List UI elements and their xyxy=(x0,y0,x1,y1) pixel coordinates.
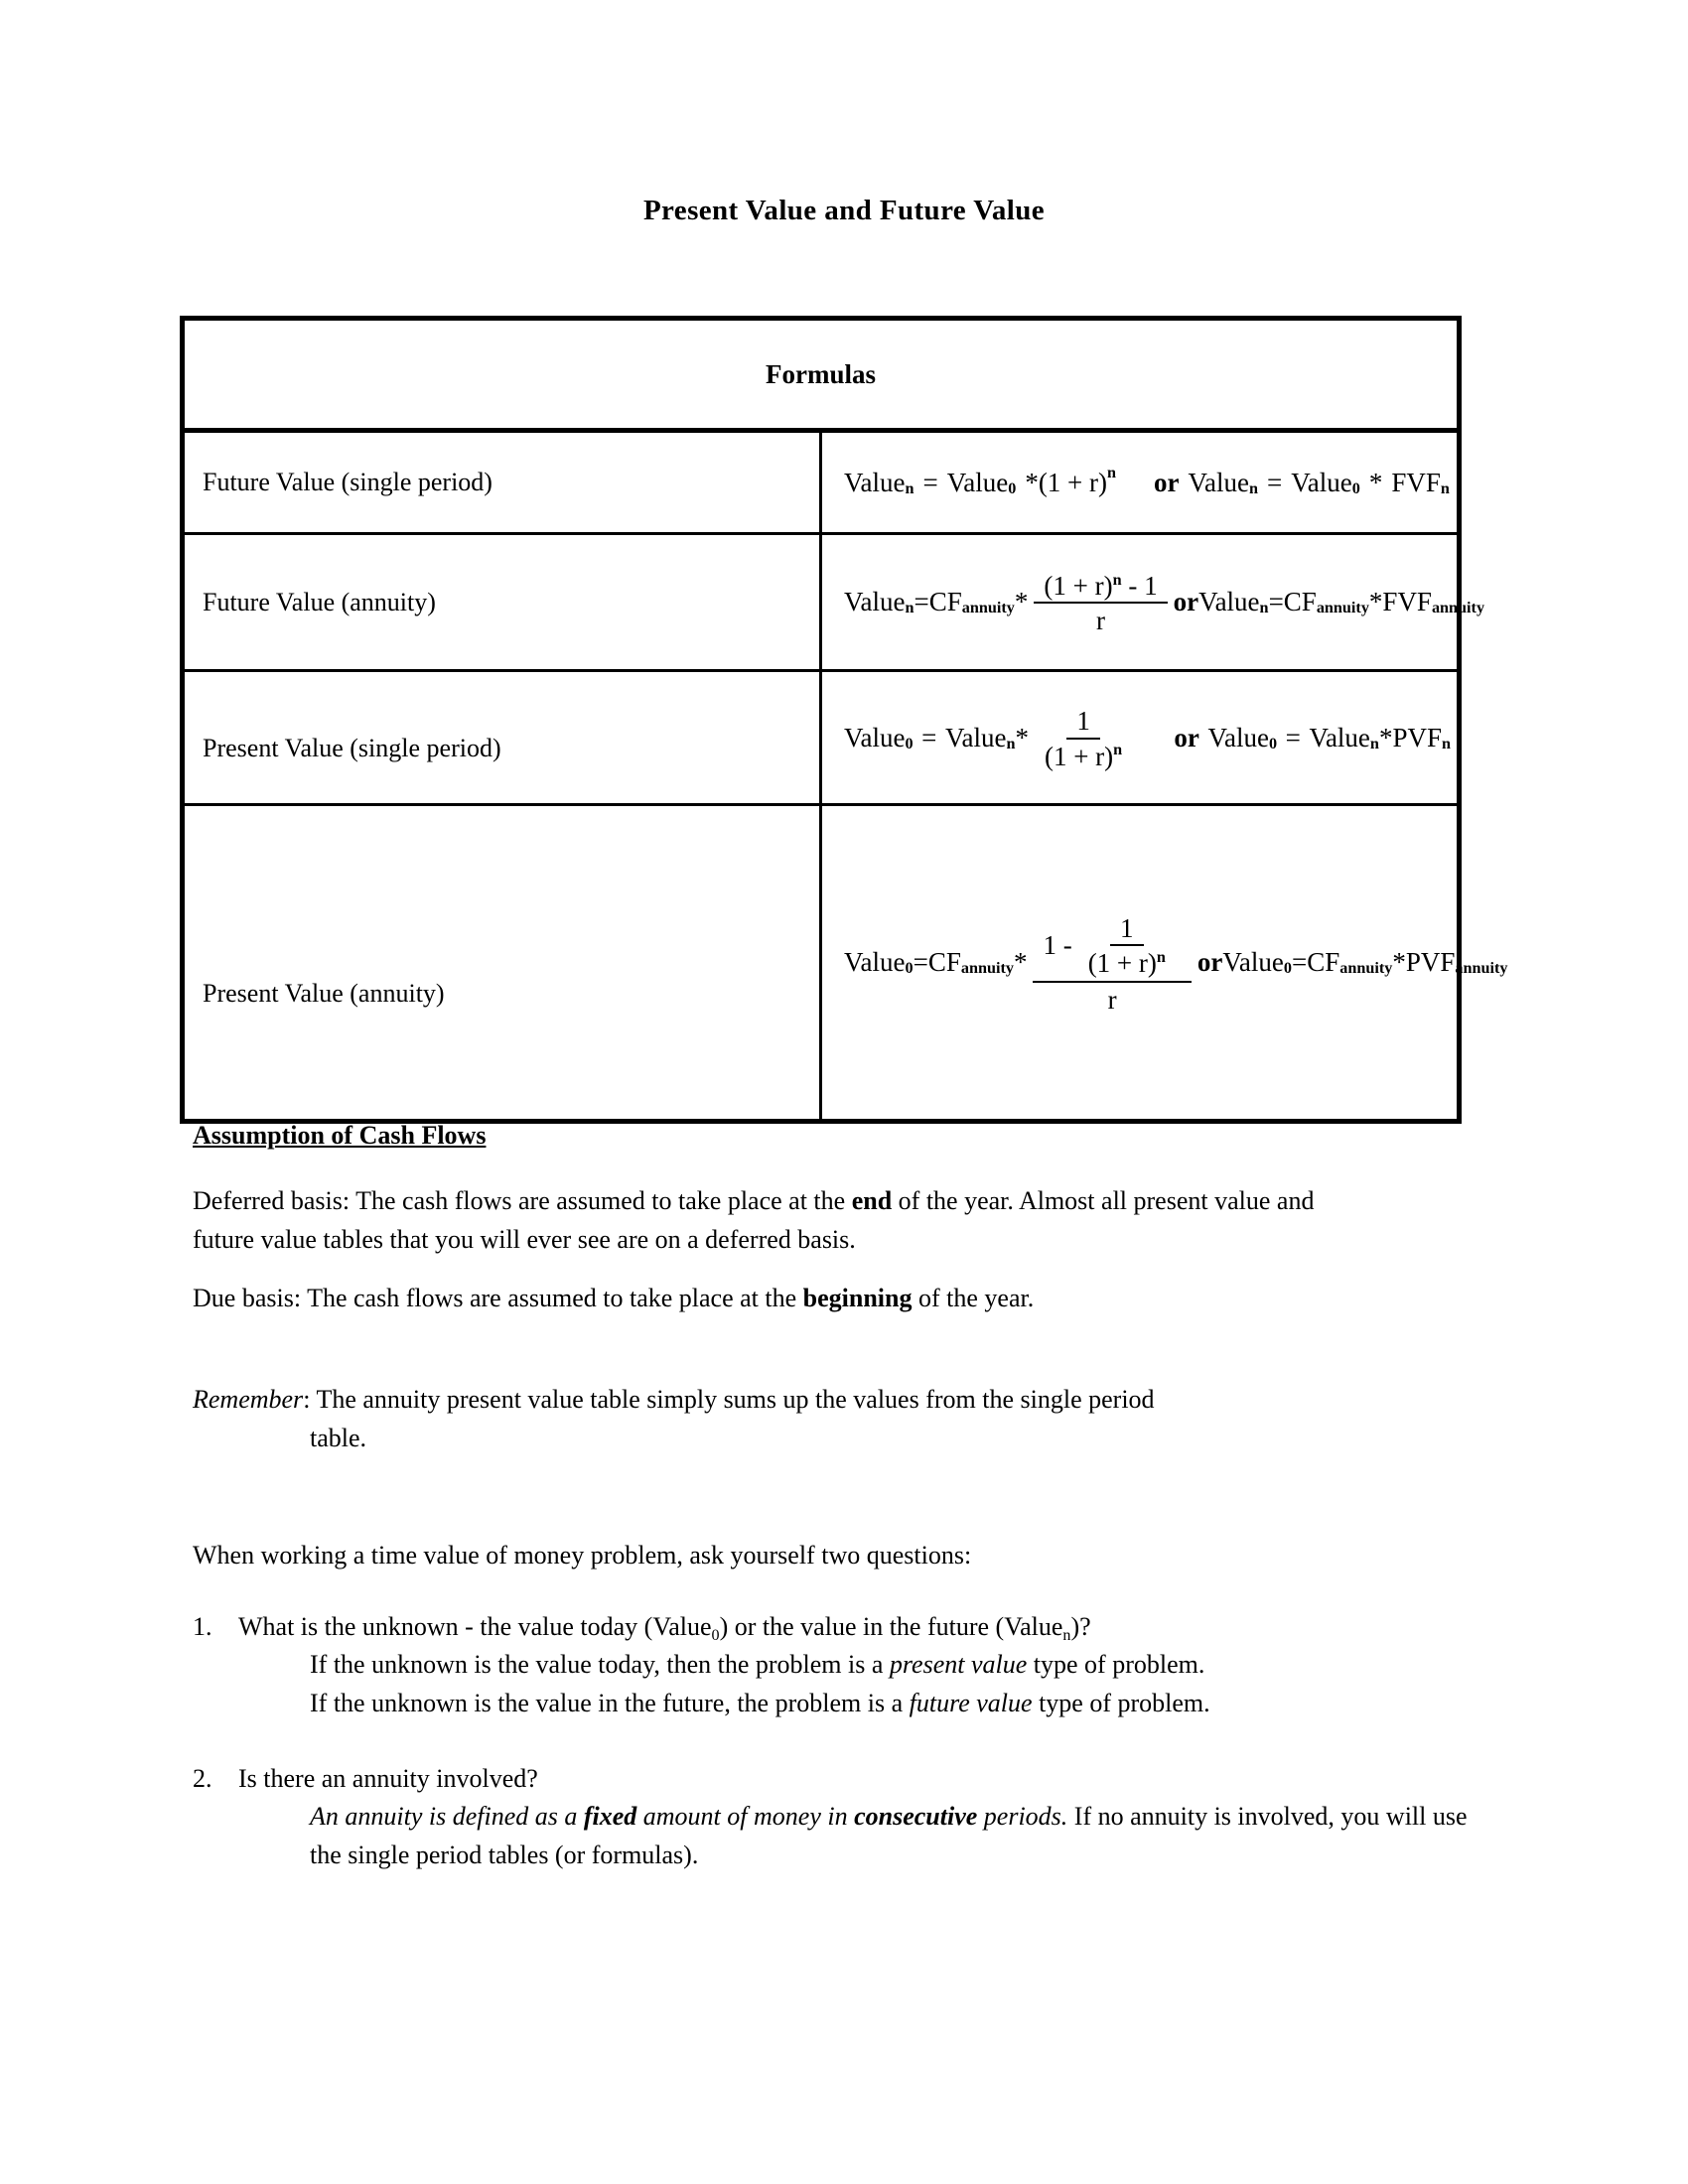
fraction-numerator: 1 - $\frac{1}{(1 + r)^n}$ xyxy=(1033,913,1191,983)
row-label-present-value-single: Present Value (single period) xyxy=(183,671,821,805)
row-label-future-value-single: Future Value (single period) xyxy=(183,431,821,534)
due-tail: of the year. xyxy=(912,1284,1035,1312)
row-label-present-value-annuity: Present Value (annuity) xyxy=(183,805,821,1122)
remember-line1: The annuity present value table simply sums up the values from the single period xyxy=(316,1385,1155,1414)
remember-label: Remember xyxy=(193,1385,304,1414)
inner-fraction-numerator: 1 xyxy=(1110,914,1144,946)
row-formula-future-value-annuity xyxy=(821,534,1485,671)
row-formula-future-value-single xyxy=(821,431,1460,534)
fraction-numerator: $(1 + r)^n - 1$ xyxy=(1034,572,1167,604)
list-marker: 1. xyxy=(193,1612,212,1641)
question-1-subline-1: If the unknown is the value today, then the problem is a present value type of problem. xyxy=(310,1650,1205,1680)
question-2-definition: An annuity is defined as a fixed amount of money in consecutive periods. If no annuity is involved, you will use the single period tables (or formulas). xyxy=(310,1802,1468,1869)
assumption-section xyxy=(193,1117,1493,1155)
question-1-subline-2: If the unknown is the value in the future, the problem is a future value type of problem. xyxy=(310,1688,1210,1717)
formulas-table xyxy=(180,316,1508,1124)
fraction xyxy=(1033,913,1191,1014)
list-item xyxy=(193,1760,1469,1874)
fraction-denominator: r xyxy=(1107,984,1117,1015)
table-row xyxy=(183,431,1460,534)
inner-fraction xyxy=(1078,914,1176,978)
formula-expression: Value $_n$ = Value $_0$ * (1 + r) $^n$ or Value $_n$ = Value $_0$ * FVF $_n$ xyxy=(844,463,1450,497)
remember-colon: : xyxy=(303,1385,317,1414)
paragraph-deferred-basis xyxy=(193,1181,1364,1259)
table-header-row xyxy=(183,319,1460,431)
fraction-numerator: 1 xyxy=(1066,707,1100,739)
table-row xyxy=(183,805,1460,1122)
deferred-lead: Deferred basis: The cash flows are assumed to take place at the xyxy=(193,1186,852,1215)
formula-expression: Value $_n$ = CF $_{annuity}$ * $\frac{(1 + r)^n - 1}{r}$ or Value $_n$ = CF $_{annuity}$ * FVF $_{annuity}$ xyxy=(844,570,1485,635)
question-1-text: What is the unknown - the value today (Value$_0$) or the value in the future (Value$_n$)? xyxy=(238,1612,1091,1645)
remember-line2: table. xyxy=(310,1424,367,1452)
paragraph-questions-intro: When working a time value of money problem, ask yourself two questions: xyxy=(193,1541,972,1570)
fraction xyxy=(1034,572,1167,635)
fraction xyxy=(1035,707,1132,770)
due-emphasis: beginning xyxy=(802,1284,913,1312)
formula-expression: Value $_0$ = Value $_n$ * $\frac{1}{(1 + r)^n}$ or Value $_0$ = Value $_n$ * PVF $_n$ xyxy=(844,706,1451,771)
formula-expression: Value $_0$ = CF $_{annuity}$ * 1 - $\frac{1}{(1 + r)^n}$ r or Value $_0$ = CF $_{annuity}$ * PVF $_{annuity}$ xyxy=(844,912,1508,1015)
list-item xyxy=(193,1608,1464,1722)
row-formula-present-value-single xyxy=(821,671,1460,805)
page-title: Present Value and Future Value xyxy=(642,195,1046,226)
formulas-table-header: Formulas xyxy=(183,319,1460,431)
deferred-tail: of the year. Almost all present value and future value tables that you will ever see are on a deferred basis. xyxy=(193,1186,1315,1254)
due-lead: Due basis: The cash flows are assumed to take place at the xyxy=(193,1284,803,1312)
paragraph-remember xyxy=(193,1380,1454,1457)
fraction-denominator: r xyxy=(1095,606,1105,635)
list-marker: 2. xyxy=(193,1764,212,1793)
inner-fraction-denominator: $(1 + r)^n$ xyxy=(1087,948,1166,979)
question-2 xyxy=(193,1760,1469,1874)
table-row xyxy=(183,671,1460,805)
question-2-text: Is there an annuity involved? xyxy=(238,1764,538,1793)
fraction-denominator: $(1 + r)^n$ xyxy=(1044,741,1123,771)
row-formula-present-value-annuity xyxy=(821,805,1508,1122)
question-1 xyxy=(193,1608,1464,1722)
section-heading-assumption: Assumption of Cash Flows xyxy=(193,1121,487,1150)
table-row xyxy=(183,534,1460,671)
paragraph-due-basis xyxy=(193,1279,1434,1317)
row-label-future-value-annuity: Future Value (annuity) xyxy=(183,534,821,671)
deferred-emphasis: end xyxy=(851,1186,893,1215)
